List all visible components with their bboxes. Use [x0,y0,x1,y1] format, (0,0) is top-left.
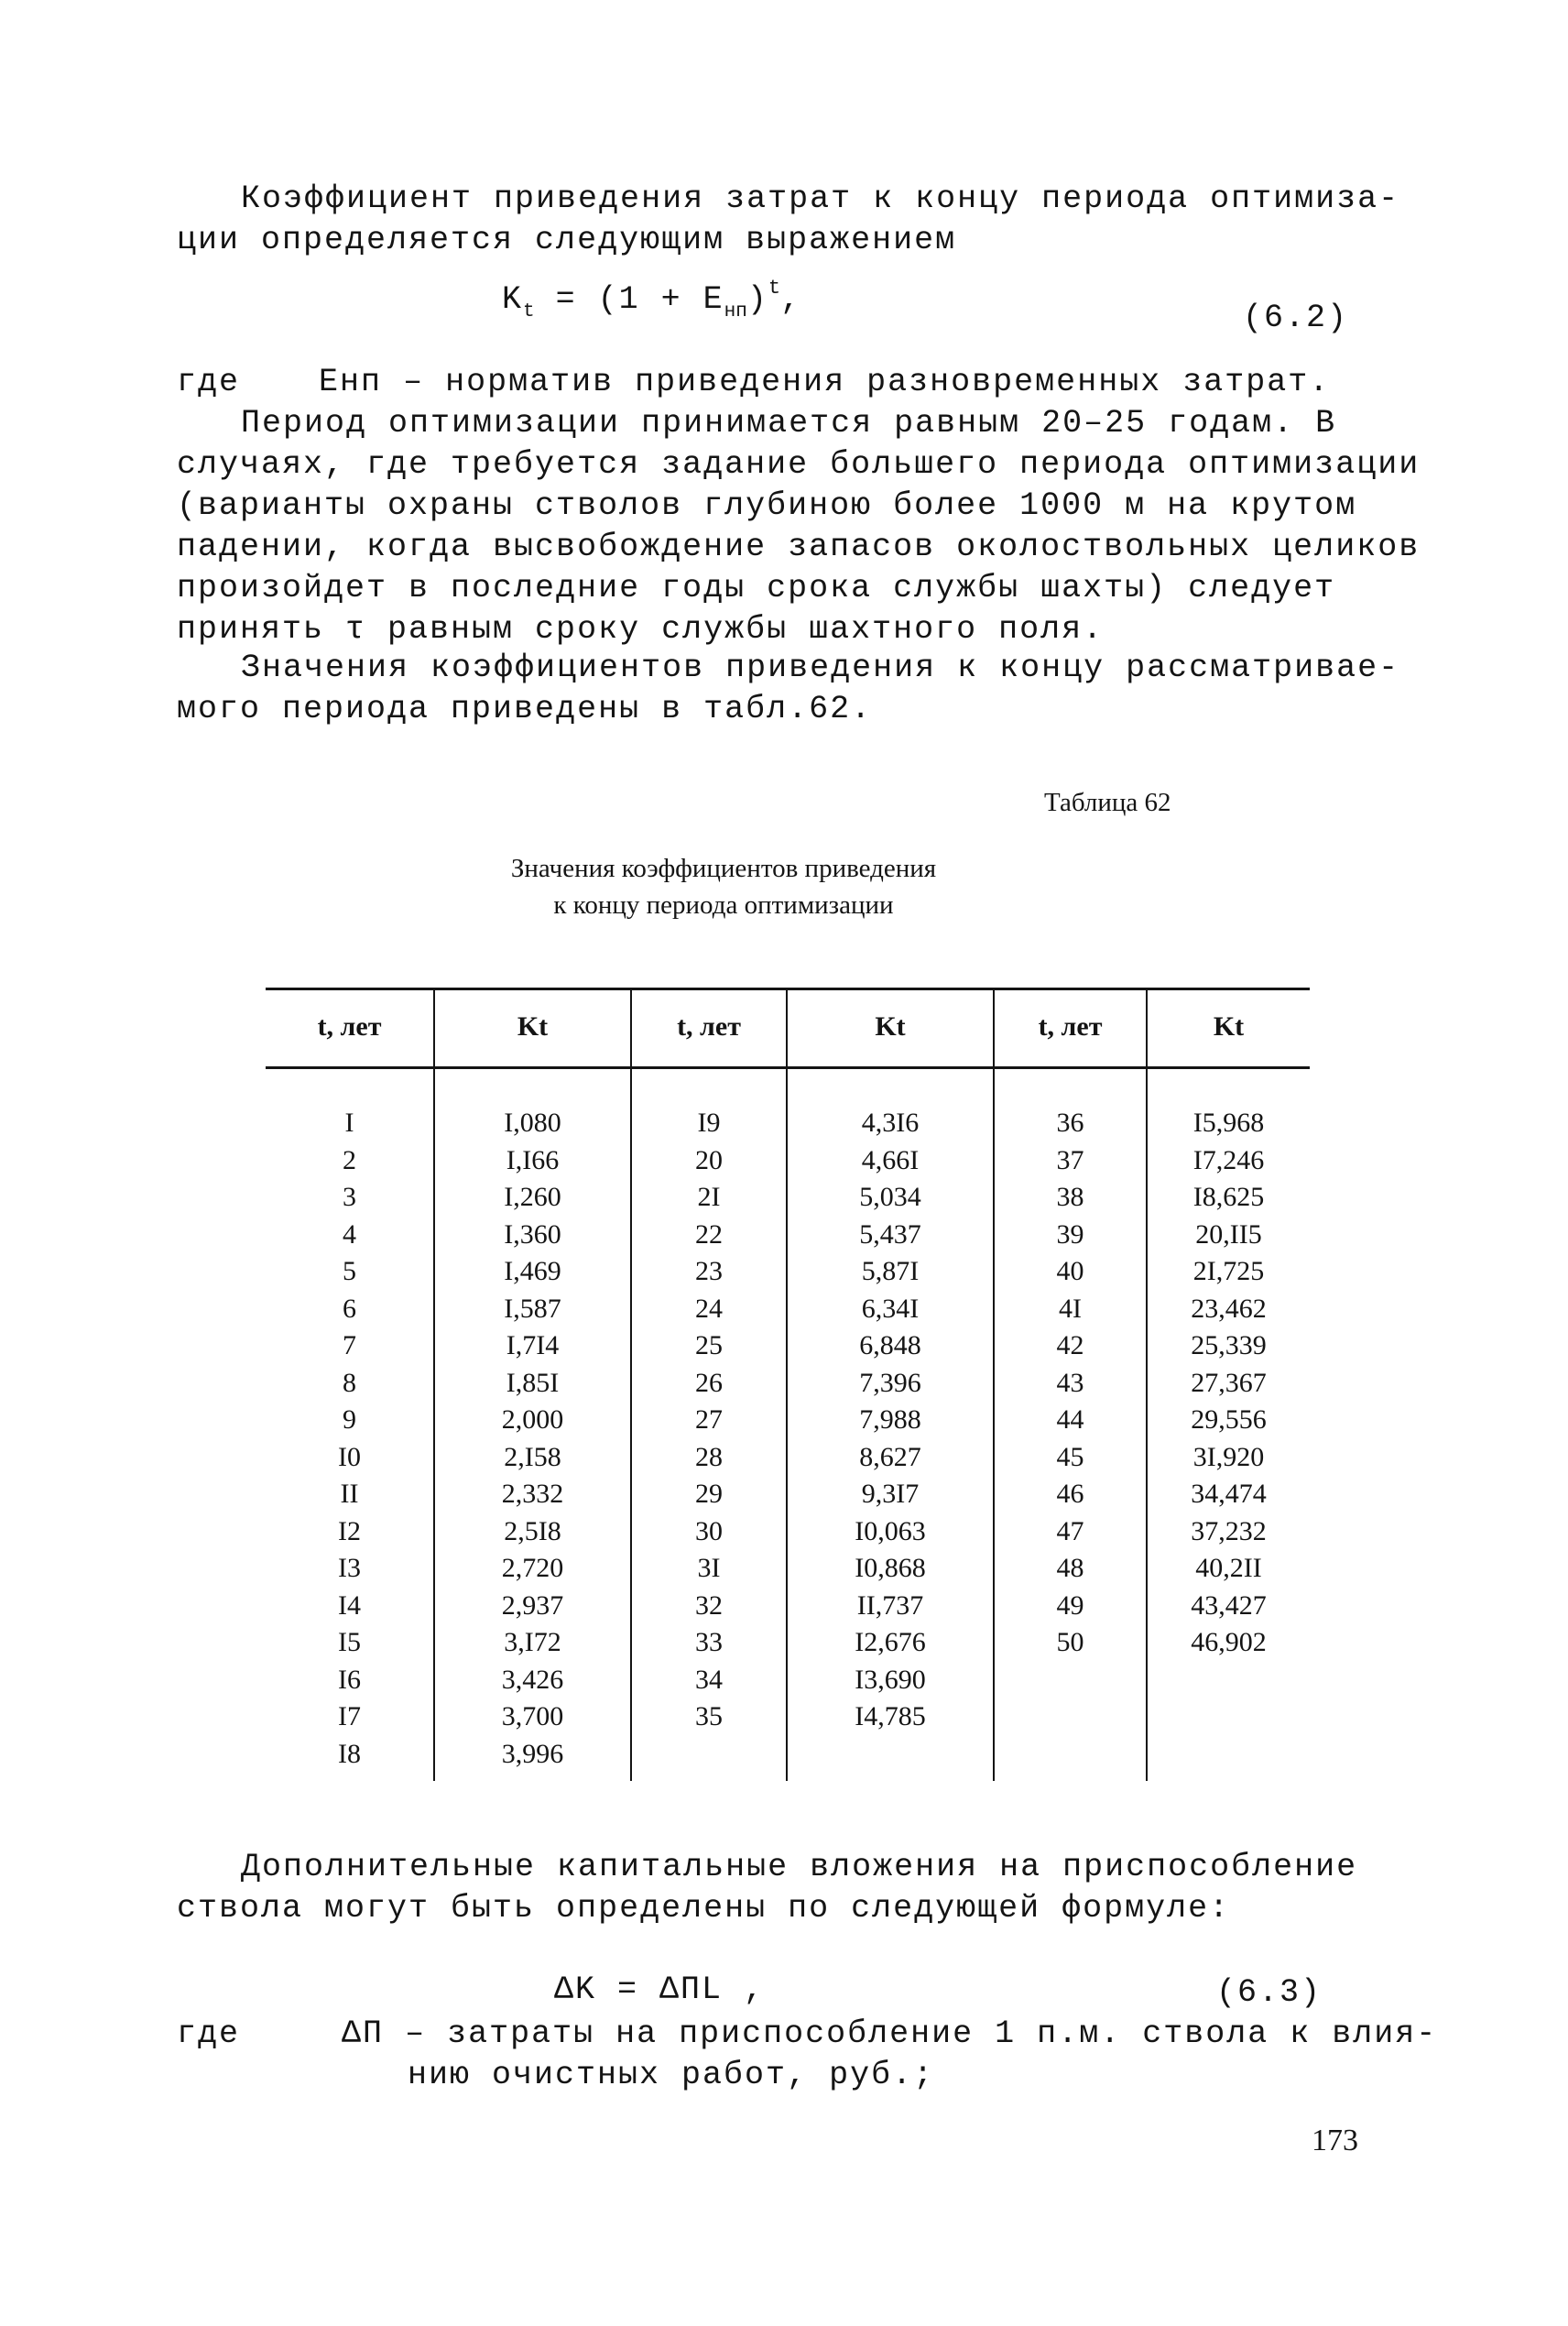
table-cell: I7 [338,1701,361,1731]
table-cell: I5,968 [1192,1108,1265,1138]
table-cell: I2,676 [855,1627,926,1657]
table-cell: 45 [1056,1441,1084,1472]
column-t-1 [266,1105,433,1773]
table-cell: I,080 [504,1108,561,1138]
table-cell: 28 [695,1441,723,1472]
formula-k-subscript: t [523,301,535,322]
intro-line-1: Коэффициент приведения затрат к концу периода оптимиза- [241,180,1400,217]
formula-k: K [502,281,524,318]
values-line-1: Значения коэффициентов приведения к концу рассматривае- [241,650,1400,686]
table-cell: 29 [695,1479,723,1509]
table-cell: 3,996 [501,1738,564,1769]
table-cell: 3,I72 [504,1627,561,1657]
table-cell: 2I,725 [1192,1256,1265,1286]
period-line-4: падении, когда высвобождение запасов околоствольных целиков [177,529,1421,565]
table-cell: 2,937 [501,1589,564,1621]
where-line-2: нию очистных работ, руб.; [408,2057,935,2093]
table-cell: II,737 [856,1589,924,1621]
table-cell: I6 [338,1664,361,1695]
table-cell: 30 [695,1515,723,1546]
table-cell: 8 [343,1367,356,1398]
table-cell: 2I [697,1182,721,1212]
table-cell: I0 [338,1441,361,1472]
formula-e-subscript: нп [724,301,747,322]
table-label: Таблица 62 [1044,788,1171,817]
table-cell: I4,785 [855,1701,926,1731]
additional-paragraph [177,1847,1422,1929]
table-cell: 46,902 [1191,1627,1267,1657]
table-cell: 3,426 [501,1664,564,1695]
where-definition-2 [177,2014,1437,2055]
header-t-2: t, лет [677,1011,741,1042]
table-cell: 48 [1056,1553,1084,1583]
table-cell: 5 [343,1256,356,1286]
table-cell: I8,625 [1192,1182,1265,1212]
values-paragraph [177,648,1422,730]
column-t-2 [632,1105,786,1736]
table-cell: 4,66I [861,1144,920,1175]
table-cell: I,360 [504,1218,561,1250]
table-cell: 35 [695,1701,723,1731]
where-label-2: где [177,2015,241,2052]
table-cell: 32 [695,1589,723,1621]
table-cell: 40 [1056,1256,1084,1286]
coefficients-table [266,988,1310,1781]
table-cell: 4,3I6 [861,1108,920,1138]
intro-paragraph [177,179,1422,261]
table-cell: 46 [1056,1479,1084,1509]
header-t-1: t, лет [317,1011,382,1042]
table-cell: I8 [338,1738,361,1769]
table-cell: I,469 [504,1256,561,1286]
table-caption-line-2: к концу периода оптимизации [553,890,894,920]
table-cell: I5 [338,1627,361,1657]
table-cell: I3,690 [855,1664,926,1695]
table-cell: I0,868 [855,1553,926,1583]
period-line-6: принять τ равным сроку службы шахтного поля. [177,611,1105,648]
table-cell: 5,87I [861,1256,920,1286]
table-cell: I [344,1108,354,1138]
table-cell: 24 [695,1293,723,1324]
table-cell: 20,II5 [1195,1218,1262,1250]
table-cell: 25,339 [1191,1330,1267,1360]
where-symbol-2: ΔП [342,2015,385,2052]
table-cell: I,587 [504,1293,561,1324]
table-cell: 3 [343,1182,356,1212]
formula-exponent: t [768,277,781,300]
table-cell: 20 [695,1144,723,1175]
header-t-3: t, лет [1038,1011,1103,1042]
column-k-2 [788,1105,993,1736]
table-cell: 25 [695,1330,723,1360]
table-cell: 36 [1056,1108,1084,1138]
table-cell: I4 [338,1589,361,1621]
table-cell: 43 [1056,1367,1084,1398]
table-cell: 2,720 [501,1553,564,1583]
table-cell: I2 [338,1515,361,1546]
table-cell: 50 [1056,1627,1084,1657]
table-cell: 37,232 [1191,1515,1267,1546]
table-cell: 3,700 [501,1701,564,1731]
header-k-3: Kt [1213,1011,1245,1042]
table-cell: 9 [343,1404,356,1435]
column-t-3 [995,1105,1146,1662]
table-cell: 9,3I7 [861,1479,920,1509]
table-cell: 5,437 [859,1218,921,1250]
table-cell: 6,848 [859,1330,921,1360]
table-cell: 27,367 [1191,1367,1267,1398]
where-line-1: – затраты на приспособление 1 п.м. ствола к влия- [405,2015,1438,2052]
table-cell: 3I [697,1553,721,1583]
table-cell: 27 [695,1404,723,1435]
formula-close: ) [746,281,768,318]
table-cell: 26 [695,1367,723,1398]
formula-tail: , [780,281,802,318]
table-cell: 33 [695,1627,723,1657]
table-cell: I0,063 [855,1515,926,1546]
period-line-2: случаях, где требуется задание большего периода оптимизации [177,446,1421,483]
table-caption [412,850,1035,923]
period-line-1: Период оптимизации принимается равным 20–25 годам. В [241,405,1337,442]
table-cell: 23,462 [1191,1293,1267,1324]
column-k-3 [1148,1105,1310,1662]
table-cell: 34,474 [1191,1479,1267,1509]
table-cell: 7 [343,1330,356,1360]
table-cell: 6,34I [861,1293,920,1324]
period-line-5: произойдет в последние годы срока службы шахты) следует [177,570,1336,606]
table-cell: I3 [338,1553,361,1583]
table-cell: 49 [1056,1589,1084,1621]
table-cell: 23 [695,1256,723,1286]
table-cell: 42 [1056,1330,1084,1360]
header-k-2: Kt [875,1011,906,1042]
table-cell: 47 [1056,1515,1084,1546]
where-symbol: Eнп [319,364,383,400]
table-cell: 3I,920 [1192,1441,1265,1472]
table-cell: 29,556 [1191,1404,1267,1435]
table-cell: 34 [695,1664,723,1695]
where-text: – норматив приведения разновременных затрат. [403,364,1331,400]
table-cell: 4 [343,1218,356,1250]
period-line-3: (варианты охраны стволов глубиною более 1000 м на крутом [177,487,1357,524]
table-cell: 2,I58 [504,1441,561,1472]
formula-6-2 [502,279,801,324]
intro-line-2: ции определяется следующим выражением [177,222,957,258]
header-k-1: Kt [517,1011,549,1042]
equation-number-6-2: (6.2) [1243,300,1349,336]
table-cell: 40,2II [1195,1553,1262,1583]
table-cell: 8,627 [859,1441,921,1472]
table-cell: 7,396 [859,1367,921,1398]
equation-number-6-3: (6.3) [1216,1974,1323,2011]
column-k-1 [435,1105,630,1773]
table-cell: 22 [695,1218,723,1250]
values-line-2: мого периода приведены в табл.62. [177,691,873,727]
table-cell: 4I [1059,1293,1082,1324]
table-cell: I,7I4 [506,1330,560,1360]
table-cell: 38 [1056,1182,1084,1212]
additional-line-2: ствола могут быть определены по следующей формуле: [177,1890,1231,1927]
table-cell: 39 [1056,1218,1084,1250]
period-paragraph [177,403,1422,650]
table-cell: 5,034 [859,1182,921,1212]
table-cell: 6 [343,1293,356,1324]
table-cell: I7,246 [1192,1144,1265,1175]
table-cell: 37 [1056,1144,1084,1175]
additional-line-1: Дополнительные капитальные вложения на приспособление [241,1849,1358,1885]
table-caption-line-1: Значения коэффициентов приведения [510,854,937,883]
table-cell: 2,000 [501,1404,564,1435]
where-definition-1 [177,362,1330,403]
table-cell: I9 [697,1108,721,1138]
table-cell: 44 [1056,1404,1084,1435]
formula-body: = (1 + E [534,281,724,318]
table-cell: 43,427 [1191,1589,1267,1621]
table-cell: I,85I [506,1367,560,1398]
table-top-rule [266,988,1310,990]
table-cell: I,I66 [506,1144,560,1175]
formula-6-3: ΔK = ΔПL , [554,1971,766,2008]
table-cell: 7,988 [859,1404,921,1435]
table-cell: II [340,1479,359,1509]
page-number: 173 [1312,2124,1358,2157]
where-label: где [177,364,241,400]
table-cell: 2,332 [501,1479,564,1509]
table-cell: I,260 [504,1182,561,1212]
table-cell: 2,5I8 [504,1515,561,1546]
table-header-rule [266,1066,1310,1069]
table-cell: 2 [343,1144,356,1175]
